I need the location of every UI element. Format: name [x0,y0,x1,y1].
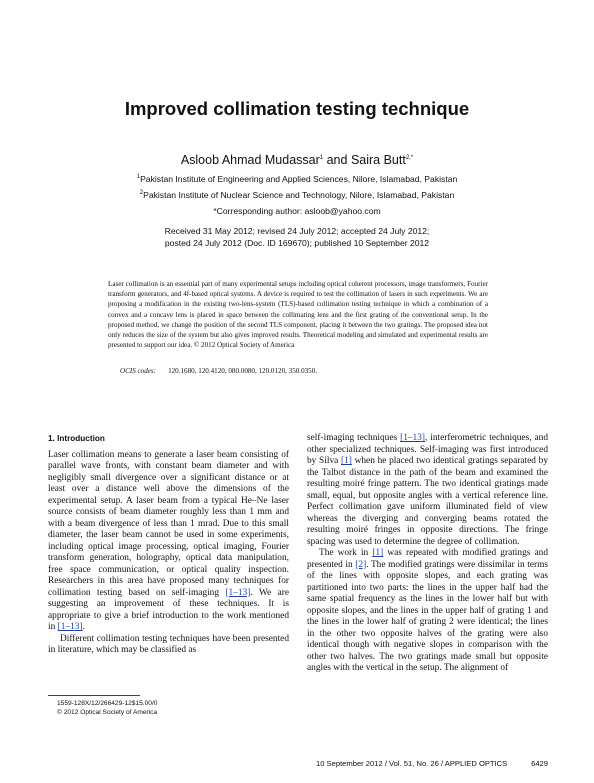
paragraph: Laser collimation means to generate a laser beam consisting of parallel wave fronts, with constant beam diameter and with negligibly small divergence over a significant distance or at least over a distance well above the dimensions of the experimental setup. A laser beam from a typical He–Ne laser source consists of beam diameter roughly less than 1 mm and with a beam divergence of less than 1 mrad. Due to this small diameter, the laser beam cannot be used in some experiments, including optical image processing, optical imaging, Fourier transform generation, holography, optical data manipulation, free space communication, or optical quality inspection. Researchers in this area have proposed many techniques for collimation testing based on self-imaging [1–13]. We are suggesting an improvement of these techniques. It is appropriate to give a brief introduction to the work mentioned in [1–13]. [48,449,289,632]
citation-link[interactable]: [1] [341,456,352,466]
author-list [0,153,594,167]
paper-title: Improved collimation testing technique [124,98,470,119]
paragraph: Different collimation testing techniques have been presented in literature, which may be classified as [48,633,289,655]
author-2-affiliation-mark: 2,* [405,154,414,161]
affiliation-1-text: Pakistan Institute of Engineering and Applied Sciences, Nilore, Islamabad, Pakistan [140,174,458,184]
citation-link[interactable]: [1–13] [57,622,83,632]
affiliation-2-mark: 2 [139,190,144,197]
dates-line-2: posted 24 July 2012 (Doc. ID 169670); published 10 September 2012 [164,238,430,248]
ocis-label: OCIS codes: [120,367,157,375]
paragraph: self-imaging techniques [1–13], interferometric techniques, and other specialized techniques. Self-imaging was first introduced by Silva [1] when he placed two identical gratings separated by the Talbot distance in the path of the beam and examined the resulting moiré fringe pattern. The two identical gratings made small, equal, but opposite angles with a vertical reference line. Perfect collimation gave uniform illuminated field of view whereas the diverging and converging beams rotated the resulting moiré fringes in opposite directions. The fringe spacing was used to determine the degree of collimation. [307,433,548,547]
paragraph: The work in [1] was repeated with modified gratings and presented in [2]. The modified gratings were dissimilar in terms of the lines with opposite slopes, and each grating was partitioned into two parts: the lines in the upper half had the same spatial frequency as the lines in the lower half but with opposite slopes, and the lines in the upper half of grating 1 and the lines in the lower half of grating 2 were identical; the lines in the other two opposite halves of the grating were also identical though with negative slopes in comparison with the other two halves. The two gratings made small but opposite angles with the vertical in the setup. The alignment of [307,548,548,673]
dates-line-1: Received 31 May 2012; revised 24 July 2012; accepted 24 July 2012; [164,226,430,236]
ocis-codes [120,367,490,375]
section-heading: 1. Introduction [48,434,105,443]
citation-link[interactable]: [2] [355,559,367,570]
ocis-values: 120.1680, 120.4120, 080.0080, 120.0120, 350.0350. [168,367,318,375]
footnote-issn: 1559-128X/12/266429-12$15.00/0 [57,700,158,707]
right-column [307,433,548,675]
affiliation-1-mark: 1 [136,174,141,181]
affiliation-2-text: Pakistan Institute of Nuclear Science and Technology, Nilore, Islamabad, Pakistan [143,190,455,200]
page-footer [316,759,548,768]
affiliation-1 [0,174,594,184]
citation-link[interactable]: [1] [372,548,384,558]
left-column [48,433,289,657]
corresponding-author: *Corresponding author: asloob@yahoo.com [213,206,381,216]
citation-link[interactable]: [1–13] [225,587,251,598]
page-number: 6429 [531,759,548,768]
author-conjunction: and [323,153,351,167]
author-1: Asloob Ahmad Mudassar [180,153,320,167]
journal-citation: 10 September 2012 / Vol. 51, No. 26 / APPLIED OPTICS [316,759,508,768]
author-1-affiliation-mark: 1 [319,154,324,161]
footnote-copyright: © 2012 Optical Society of America [57,709,158,716]
footnote-rule [48,695,140,696]
author-2: Saira Butt [350,153,406,167]
affiliation-2 [0,190,594,200]
abstract: Laser collimation is an essential part of many experimental setups including optical coherent processors, image transformers, Fourier transform generators, and 4f-based optical systems. A device is required to test the collimation of lasers in such experiments. We are proposing a modification in the existing two-lens-system (TLS)-based collimation testing technique in which a combination of a convex and a concave lens is placed in space between the collimating lens and the first grating of the conventional setup. In the proposed method, we change the position of the second TLS component, placing it between the two gratings. The proposed idea not only reduces the size of the system but also gives improved results. Theoretical modeling and simulated and experimental results are presented to support our idea. © 2012 Optical Society of America [108,280,488,350]
citation-link[interactable]: [1–13] [400,433,425,443]
